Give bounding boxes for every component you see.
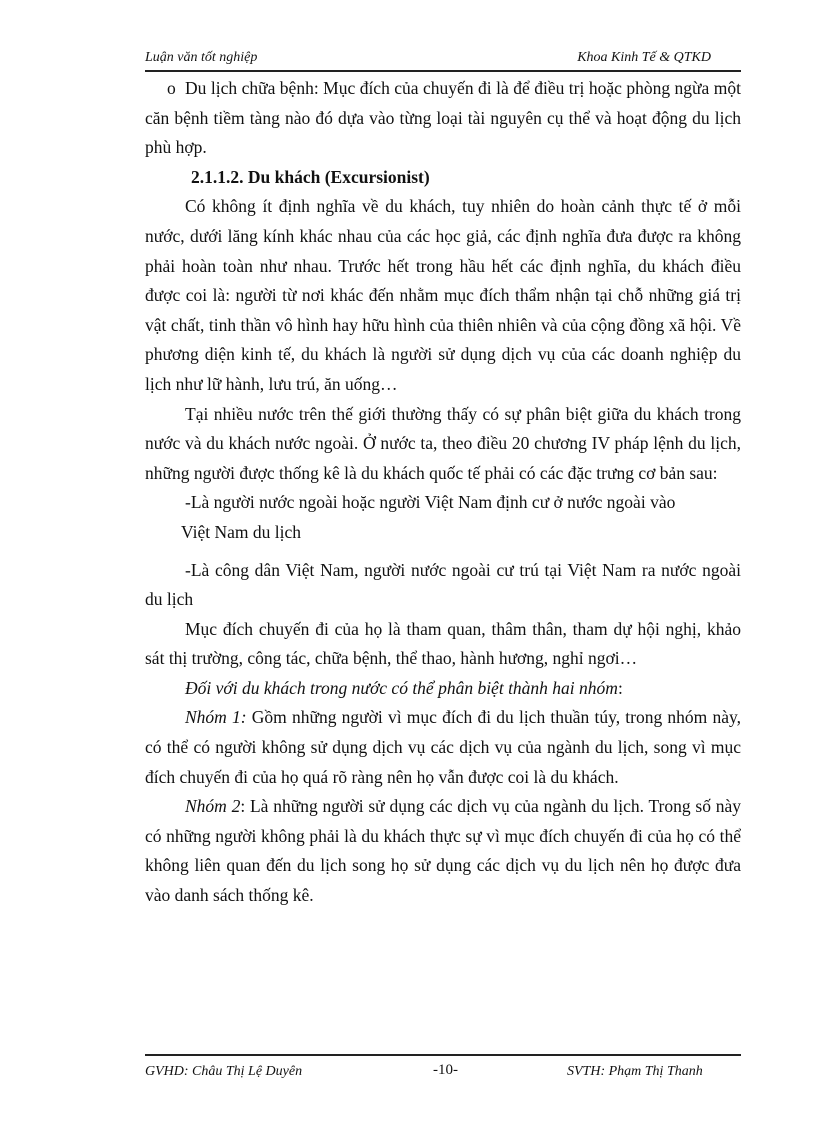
dash-item-1-line2: Việt Nam du lịch <box>181 521 301 542</box>
group-1-text: Gồm những người vì mục đích đi du lịch thuần túy, trong nhóm này, có thể có người không sử dụng dịch vụ các dịch vụ của ngành du lịch, song vì mục đích chuyến đi của họ quá rõ ràng nên họ vẫn được coi là du khách. <box>145 707 741 787</box>
bullet-paragraph <box>145 74 741 163</box>
paragraph-definition: Có không ít định nghĩa về du khách, tuy nhiên do hoàn cảnh thực tế ở mỗi nước, dưới lăng kính khác nhau của các học giả, các định nghĩa đưa được ra không phải hoàn toàn như nhau. Trước hết trong hầu hết các định nghĩa, du khách điều được coi là: người từ nơi khác đến nhằm mục đích thẩm nhận tại chỗ những giá trị vật chất, tinh thần vô hình hay hữu hình của thiên nhiên và của cộng đồng xã hội. Về phương diện kinh tế, du khách là người sử dụng dịch vụ của các doanh nghiệp du lịch như lữ hành, lưu trú, ăn uống… <box>145 196 741 394</box>
paragraph-group-1 <box>145 703 741 792</box>
page-number: -10- <box>433 1062 458 1078</box>
group-2-label: Nhóm 2 <box>185 796 241 817</box>
bullet-marker: o <box>167 78 176 98</box>
page-body <box>145 74 741 911</box>
dash-item-2: -Là công dân Việt Nam, người nước ngoài cư trú tại Việt Nam ra nước ngoài du lịch <box>145 559 741 610</box>
paragraph-group-2 <box>145 792 741 910</box>
footer-student: SVTH: Phạm Thị Thanh <box>567 1064 703 1079</box>
page-footer <box>145 1054 741 1086</box>
groups-intro-italic: Đối với du khách trong nước có thể phân biệt thành hai nhóm <box>185 677 618 698</box>
group-2-text: : Là những người sử dụng các dịch vụ của ngành du lịch. Trong số này có những người không phải là du khách thực sự vì mục đích chuyến đi của họ có thể không liên quan đến du lịch song họ sử dụng các dịch vụ du lịch nên họ được đưa vào danh sách thống kê. <box>145 796 741 906</box>
paragraph-distinction: Tại nhiều nước trên thế giới thường thấy có sự phân biệt giữa du khách trong nước và du khách nước ngoài. Ở nước ta, theo điều 20 chương IV pháp lệnh du lịch, những người được thống kê là du khách quốc tế phải có các đặc trưng cơ bản sau: <box>145 403 741 483</box>
dash-item-1-line1: -Là người nước ngoài hoặc người Việt Nam định cư ở nước ngoài vào <box>185 492 676 513</box>
footer-supervisor: GVHD: Châu Thị Lệ Duyên <box>145 1064 303 1079</box>
header-faculty: Khoa Kinh Tế & QTKD <box>577 50 711 65</box>
section-heading: 2.1.1.2. Du khách (Excursionist) <box>191 166 430 187</box>
bullet-text: Du lịch chữa bệnh: Mục đích của chuyến đi là để điều trị hoặc phòng ngừa một căn bệnh tiềm tàng nào đó dựa vào từng loại tài nguyên cụ thể và hoạt động du lịch phù hợp. <box>145 78 741 158</box>
paragraph-purpose: Mục đích chuyến đi của họ là tham quan, thâm thân, tham dự hội nghị, khảo sát thị trường, công tác, chữa bệnh, thể thao, hành hương, nghỉ ngơi… <box>145 618 741 669</box>
header-thesis-title: Luận văn tốt nghiệp <box>145 50 258 65</box>
groups-intro-tail: : <box>617 677 623 698</box>
paragraph-groups-intro <box>145 674 741 704</box>
page-header <box>145 46 741 72</box>
group-1-label: Nhóm 1: <box>185 707 247 728</box>
